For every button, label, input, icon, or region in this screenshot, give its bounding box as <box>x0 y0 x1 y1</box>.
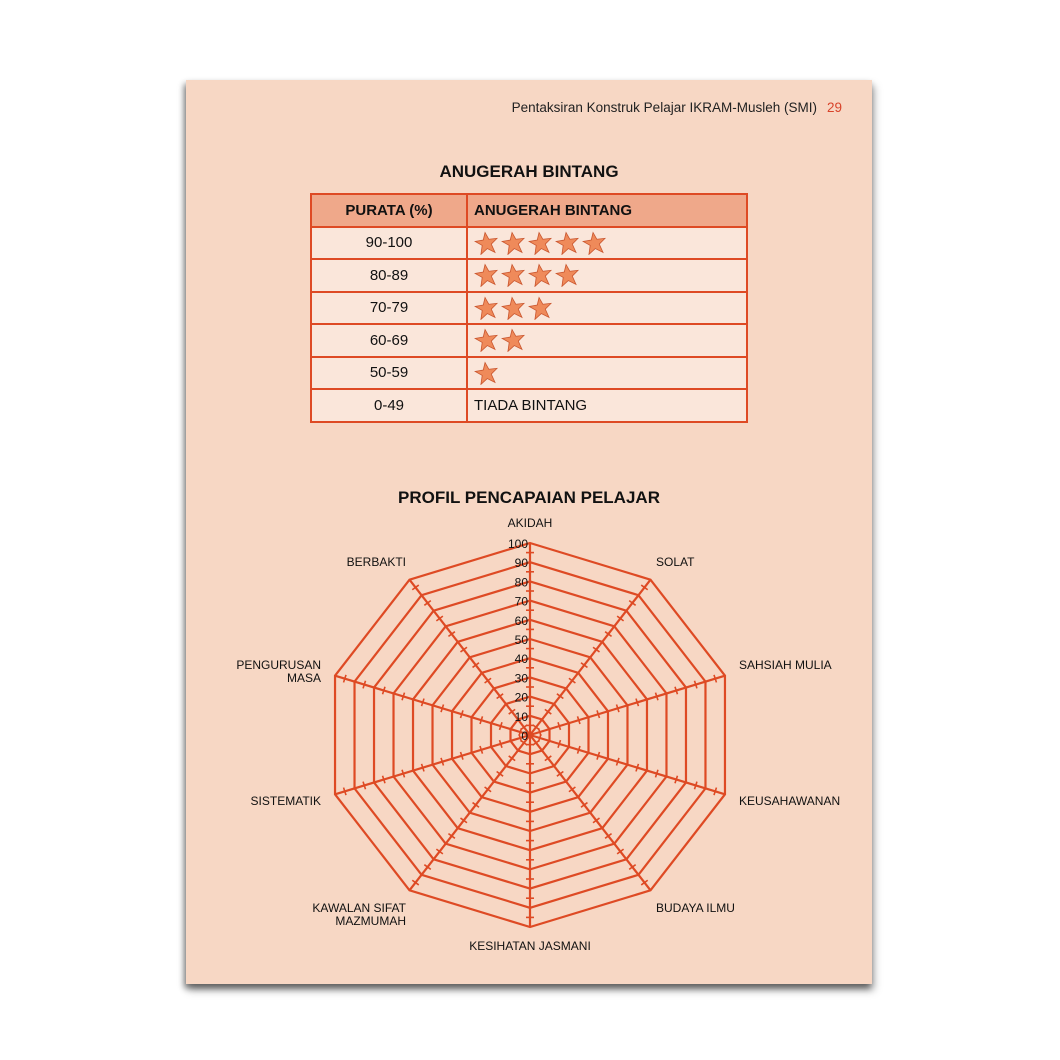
axis-label <box>347 556 406 569</box>
tick-label: 20 <box>514 690 528 705</box>
tick-label: 40 <box>514 652 528 667</box>
radar-chart <box>186 80 872 984</box>
no-star-text: TIADA BINTANG <box>474 396 588 414</box>
axis-label <box>739 795 840 808</box>
star-table-title: ANUGERAH BINTANG <box>439 162 619 181</box>
axis-label <box>430 517 630 530</box>
document-page <box>186 80 872 984</box>
axis-label-line: BUDAYA ILMU <box>656 901 735 915</box>
axis-label-line: KAWALAN SIFAT <box>312 901 406 915</box>
range-cell: 50-59 <box>311 357 467 390</box>
axis-label <box>656 902 735 915</box>
axis-label-line: PENGURUSAN <box>236 658 321 672</box>
range-cell: 90-100 <box>311 227 467 260</box>
tick-label: 50 <box>514 633 528 647</box>
axis-label-line: KEUSAHAWANAN <box>739 794 841 808</box>
axis-label-line: AKIDAH <box>507 516 553 530</box>
axis-label <box>739 659 832 672</box>
radar-chart-title: PROFIL PENCAPAIAN PELAJAR <box>398 488 660 507</box>
axis-label-line: SAHSIAH MULIA <box>739 658 832 672</box>
tick-label: 60 <box>514 613 528 628</box>
tick-label: 30 <box>514 671 528 686</box>
tick-label: 0 <box>521 729 528 743</box>
axis-label-line: MAZMUMAH <box>335 914 406 928</box>
range-cell: 0-49 <box>311 389 467 422</box>
axis-label <box>656 556 694 569</box>
range-cell: 60-69 <box>311 324 467 357</box>
range-cell: 70-79 <box>311 292 467 325</box>
tick-label: 100 <box>507 537 528 551</box>
tick-label: 90 <box>514 556 528 571</box>
axis-label <box>236 659 321 685</box>
tick-label: 70 <box>514 594 528 609</box>
page-number: 29 <box>826 100 842 115</box>
tick-label: 10 <box>514 709 528 724</box>
axis-label-line: BERBAKTI <box>346 555 406 569</box>
axis-label <box>251 795 321 808</box>
range-cell: 80-89 <box>311 259 467 292</box>
axis-label-line: SOLAT <box>656 555 695 569</box>
col-header-award: ANUGERAH BINTANG <box>467 194 747 227</box>
axis-label-line: MASA <box>286 671 321 685</box>
col-header-average: PURATA (%) <box>311 194 467 227</box>
axis-label <box>312 902 406 928</box>
tick-label: 80 <box>514 575 528 590</box>
axis-label <box>430 940 630 953</box>
running-title: Pentaksiran Konstruk Pelajar IKRAM-Musleh (SMI) <box>511 100 817 115</box>
axis-label-line: SISTEMATIK <box>250 794 321 808</box>
axis-label-line: KESIHATAN JASMANI <box>469 939 591 953</box>
